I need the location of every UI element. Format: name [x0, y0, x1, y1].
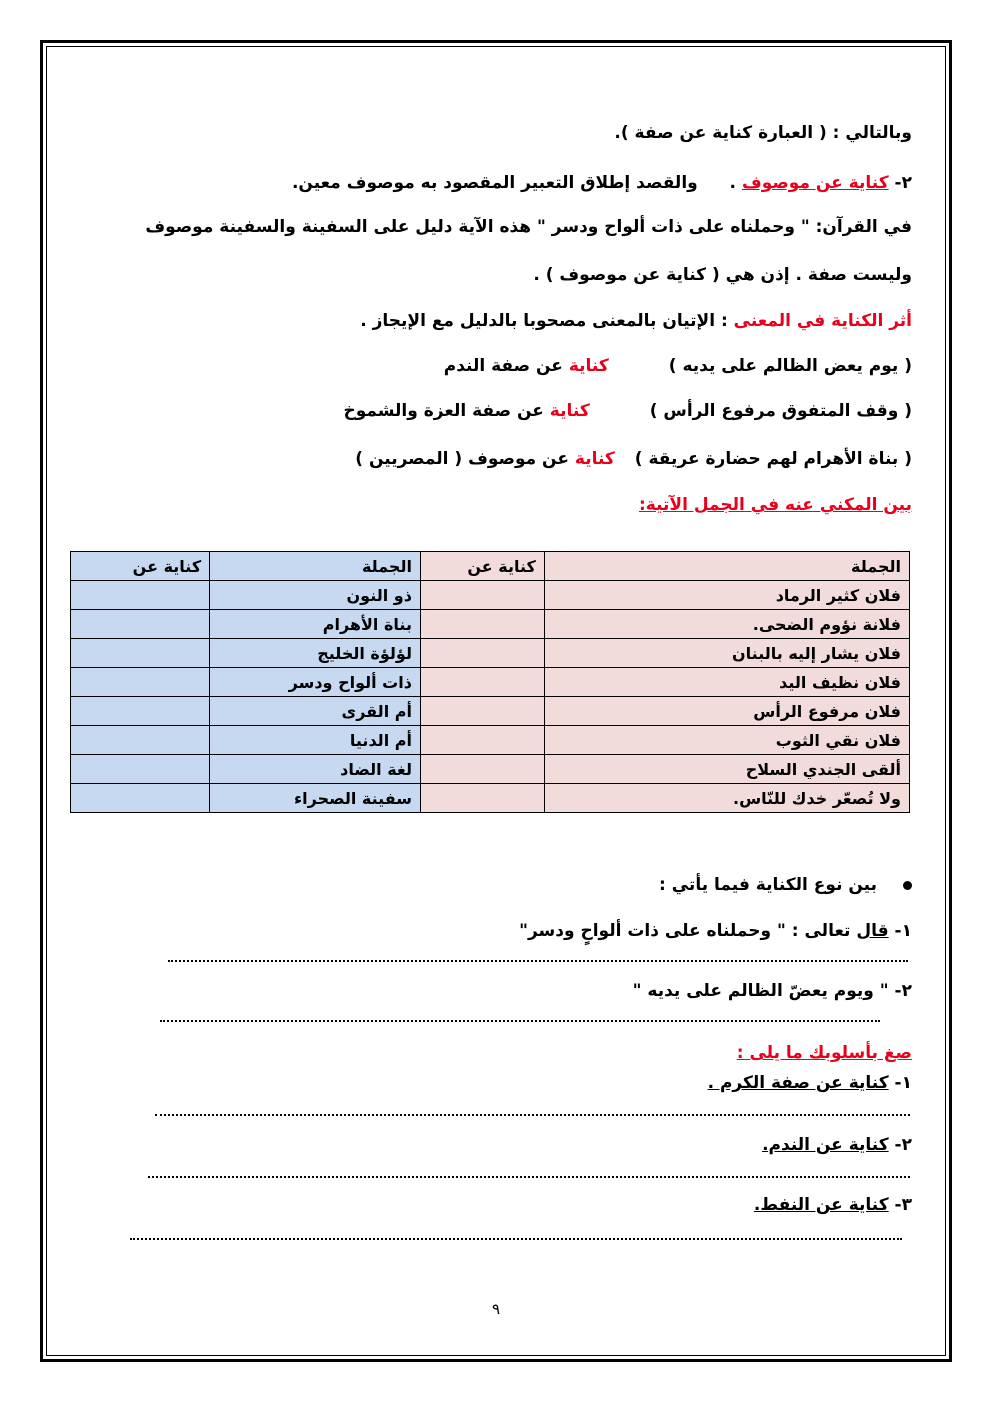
answer-line[interactable]	[168, 960, 908, 962]
bullet-icon	[903, 881, 912, 890]
answer-cell[interactable]	[71, 784, 210, 813]
answer-cell[interactable]	[420, 610, 544, 639]
table-row	[71, 726, 910, 755]
example-phrase: ( بناة الأهرام لهم حضارة عريقة )	[634, 449, 912, 469]
sentence-cell: فلان كثير الرماد	[544, 581, 909, 610]
sentence-cell: ذات ألواح ودسر	[210, 668, 421, 697]
table-row	[71, 639, 910, 668]
definition-dot: .	[723, 173, 737, 193]
example-kinaya: كناية	[549, 401, 590, 421]
answer-cell[interactable]	[420, 726, 544, 755]
compose-number: ٢-	[894, 1135, 912, 1155]
answer-cell[interactable]	[420, 755, 544, 784]
answer-cell[interactable]	[71, 668, 210, 697]
answer-cell[interactable]	[420, 639, 544, 668]
header-sentence: الجملة	[544, 552, 909, 581]
effect-line	[360, 308, 912, 334]
compose-item	[708, 1070, 912, 1096]
answer-line[interactable]	[160, 1020, 880, 1022]
answer-cell[interactable]	[71, 726, 210, 755]
table-row	[71, 668, 910, 697]
sentence-cell: فلانة نؤوم الضحى.	[544, 610, 909, 639]
compose-number: ١-	[894, 1073, 912, 1093]
quran-line: في القرآن: " وحملناه على ذات ألواح ودسر " هذه الآية دليل على السفينة والسفينة موصوف	[145, 217, 912, 237]
compose-item	[762, 1132, 912, 1158]
question-qal: قال	[856, 921, 889, 941]
quran-line-cont: وليست صفة . إذن هي ( كناية عن موصوف ) .	[533, 265, 912, 285]
table-row	[71, 697, 910, 726]
sentence-cell: لؤلؤة الخليج	[210, 639, 421, 668]
sentence-cell: فلان يشار إليه بالبنان	[544, 639, 909, 668]
example-line	[343, 398, 912, 424]
conclusion-line: وبالتالي : ( العبارة كناية عن صفة ).	[614, 123, 912, 143]
sentence-cell: فلان نظيف اليد	[544, 668, 909, 697]
example-kinaya: كناية	[568, 356, 609, 376]
compose-text: كناية عن النفط.	[753, 1195, 889, 1215]
table-row	[71, 610, 910, 639]
question-verse: تعالى : " وحملناه على ذات ألواحٍ ودسر"	[519, 921, 857, 941]
answer-line[interactable]	[155, 1114, 910, 1116]
answer-line[interactable]	[148, 1176, 910, 1178]
type-question-1	[519, 918, 912, 944]
answer-cell[interactable]	[71, 755, 210, 784]
compose-heading: صغ بأسلوبك ما يلى :	[736, 1043, 912, 1063]
answer-cell[interactable]	[420, 697, 544, 726]
type-question-2: ٢- " ويوم يعضّ الظالم على يديه "	[632, 981, 912, 1001]
example-meaning: عن صفة العزة والشموخ	[343, 401, 550, 421]
sentence-cell: ألقى الجندي السلاح	[544, 755, 909, 784]
definition-line	[292, 170, 912, 196]
answer-cell[interactable]	[420, 668, 544, 697]
definition-number: ٢-	[894, 173, 912, 193]
compose-text: كناية عن الندم.	[762, 1135, 889, 1155]
sentence-cell: ذو النون	[210, 581, 421, 610]
compose-text: كناية عن صفة الكرم .	[707, 1073, 889, 1093]
kinaya-mawsuf-term: كناية عن موصوف	[741, 173, 889, 193]
kinaya-table	[70, 551, 910, 813]
answer-line[interactable]	[130, 1238, 902, 1240]
type-question-heading	[659, 872, 912, 898]
answer-cell[interactable]	[71, 639, 210, 668]
compose-item	[754, 1192, 912, 1218]
sentence-cell: فلان نقي الثوب	[544, 726, 909, 755]
table-row	[71, 784, 910, 813]
type-question-text: بين نوع الكناية فيما يأتي :	[659, 875, 877, 895]
header-sentence-2: الجملة	[210, 552, 421, 581]
sentence-cell: ولا تُصعّر خدك للنّاس.	[544, 784, 909, 813]
example-meaning: عن موصوف ( المصريين )	[355, 449, 575, 469]
example-phrase: ( وقف المتفوق مرفوع الرأس )	[649, 401, 912, 421]
sentence-cell: أم القرى	[210, 697, 421, 726]
example-kinaya: كناية	[574, 449, 615, 469]
definition-text: والقصد إطلاق التعبير المقصود به موصوف معين.	[291, 173, 698, 193]
question-number: ١-	[894, 921, 912, 941]
example-line	[444, 353, 912, 379]
answer-cell[interactable]	[420, 784, 544, 813]
sentence-cell: بناة الأهرام	[210, 610, 421, 639]
table-header-row	[71, 552, 910, 581]
answer-cell[interactable]	[71, 697, 210, 726]
example-line	[355, 446, 912, 472]
header-kinaya-2: كناية عن	[71, 552, 210, 581]
sentence-cell: أم الدنيا	[210, 726, 421, 755]
exercise-heading: بين المكني عنه في الجمل الآتية:	[639, 495, 912, 515]
sentence-cell: فلان مرفوع الرأس	[544, 697, 909, 726]
table-row	[71, 755, 910, 784]
effect-text: : الإتيان بالمعنى مصحوبا بالدليل مع الإيجاز .	[360, 311, 734, 331]
example-phrase: ( يوم يعض الظالم على يديه )	[668, 356, 912, 376]
sentence-cell: سفينة الصحراء	[210, 784, 421, 813]
effect-term: أثر الكناية في المعنى	[733, 311, 912, 331]
compose-number: ٣-	[894, 1195, 912, 1215]
example-meaning: عن صفة الندم	[443, 356, 569, 376]
header-kinaya: كناية عن	[420, 552, 544, 581]
page-number: ٩	[491, 1300, 501, 1318]
table-row	[71, 581, 910, 610]
answer-cell[interactable]	[71, 581, 210, 610]
sentence-cell: لغة الضاد	[210, 755, 421, 784]
answer-cell[interactable]	[420, 581, 544, 610]
answer-cell[interactable]	[71, 610, 210, 639]
